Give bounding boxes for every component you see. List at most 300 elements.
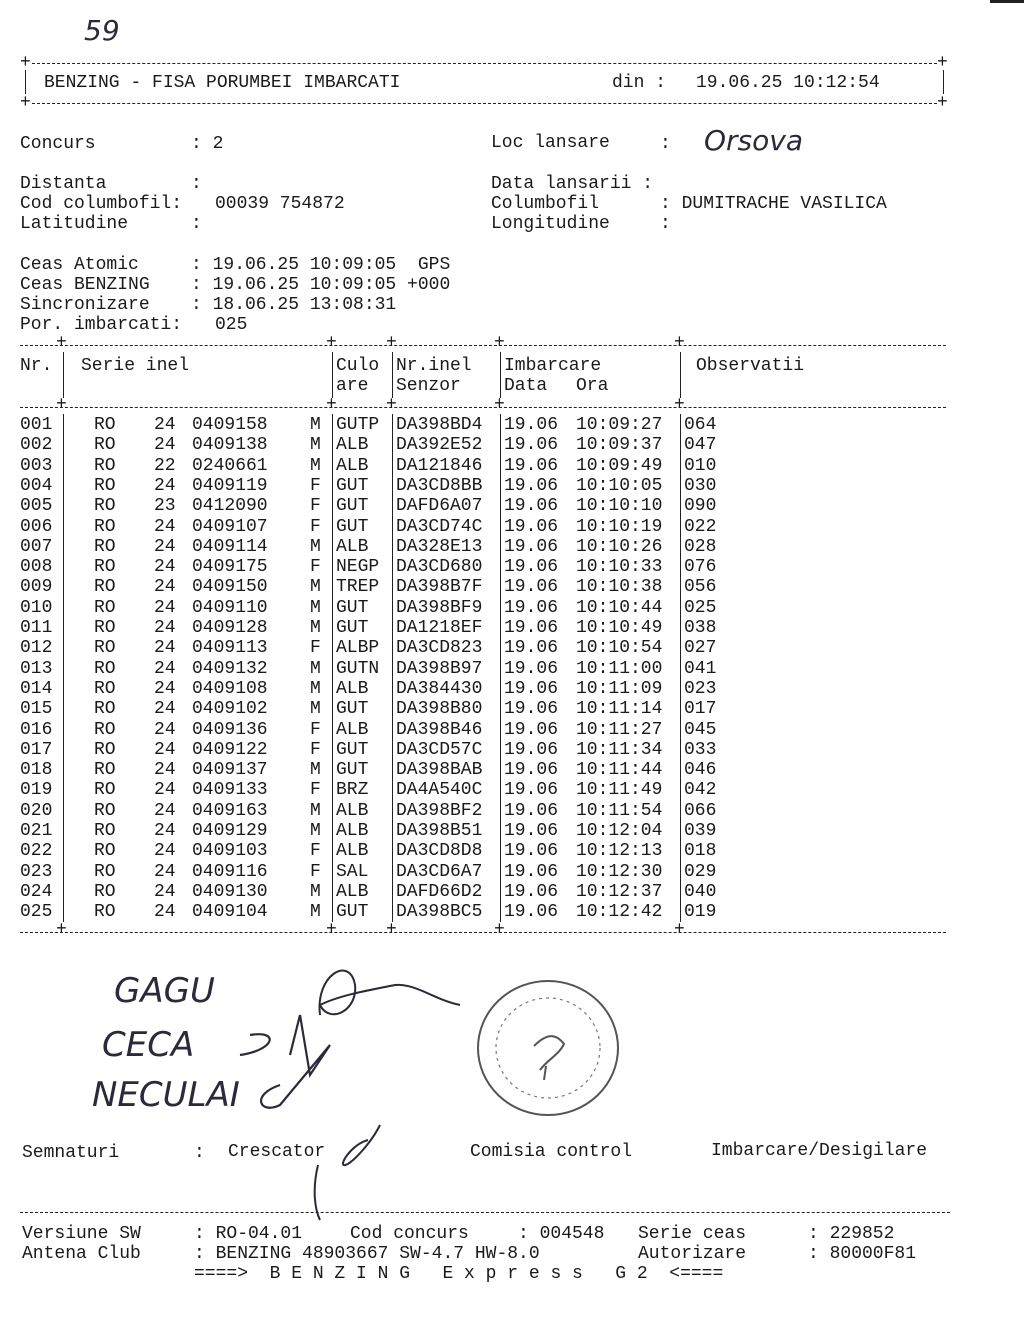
cell-color: GUT [336, 516, 369, 537]
cell-color: ALB [336, 536, 369, 557]
cell-nr: 020 [20, 800, 53, 821]
cell-sex: M [310, 881, 321, 902]
cell-sensor: DAFD6A07 [396, 496, 483, 517]
cell-observatii: 028 [684, 536, 717, 557]
cell-sensor: DA3CD74C [396, 516, 483, 537]
header-plus-tl: + [20, 53, 31, 73]
header-bottom-border [32, 103, 937, 104]
cell-year: 24 [154, 557, 176, 578]
cell-observatii: 023 [684, 678, 717, 699]
cell-time: 10:12:42 [576, 902, 663, 923]
cell-nr: 023 [20, 861, 53, 882]
cell-country: RO [94, 861, 116, 882]
table-row [0, 882, 1024, 902]
cell-nr: 013 [20, 658, 53, 679]
hdr-bar-5 [680, 352, 681, 398]
table-row [0, 476, 1024, 496]
cell-time: 10:10:38 [576, 577, 663, 598]
table-top-plus-3: + [386, 333, 397, 353]
cell-color: ALB [336, 841, 369, 862]
cell-sex: M [310, 577, 321, 598]
cod-concurs-value: : 004548 [518, 1224, 605, 1244]
cell-date: 19.06 [504, 861, 559, 882]
cell-sensor: DA4A540C [396, 780, 483, 801]
header-right-bar [943, 70, 944, 94]
cell-sensor: DA398BAB [396, 760, 483, 781]
cell-color: GUT [336, 739, 369, 760]
cell-sensor: DA398B51 [396, 821, 483, 841]
cell-sex: F [310, 719, 321, 740]
signature-2 [240, 1015, 330, 1108]
cell-year: 24 [154, 435, 176, 456]
cell-observatii: 038 [684, 618, 717, 638]
cell-sex: F [310, 638, 321, 659]
cell-time: 10:12:04 [576, 821, 663, 841]
cell-sex: M [310, 658, 321, 679]
distanta-label: Distanta [20, 174, 107, 194]
cell-nr: 008 [20, 557, 53, 578]
table-row [0, 577, 1024, 597]
cell-observatii: 042 [684, 780, 717, 801]
cell-year: 24 [154, 902, 176, 923]
por-imbarcati-label: Por. imbarcati: [20, 315, 183, 335]
cell-color: BRZ [336, 780, 369, 801]
cell-date: 19.06 [504, 760, 559, 781]
col-header-culo: Culo [336, 356, 380, 376]
cell-time: 10:10:05 [576, 475, 663, 496]
table-top-plus-2: + [326, 333, 337, 353]
cell-observatii: 040 [684, 881, 717, 902]
page-number-handwritten [80, 10, 140, 50]
cell-ring: 0409114 [192, 536, 268, 557]
header-plus-bl: + [20, 93, 31, 113]
cell-date: 19.06 [504, 516, 559, 537]
table-row [0, 456, 1024, 476]
cell-nr: 022 [20, 841, 53, 862]
cell-sex: F [310, 861, 321, 882]
cell-time: 10:12:13 [576, 841, 663, 862]
cell-nr: 005 [20, 496, 53, 517]
cell-country: RO [94, 638, 116, 659]
longitudine-label: Longitudine [491, 214, 610, 234]
table-row [0, 638, 1024, 658]
cell-sex: M [310, 800, 321, 821]
table-top-border [20, 345, 946, 346]
cell-country: RO [94, 415, 116, 435]
cell-date: 19.06 [504, 475, 559, 496]
cell-nr: 018 [20, 760, 53, 781]
signature-3 [315, 1125, 380, 1220]
cell-color: GUT [336, 902, 369, 923]
cell-observatii: 066 [684, 800, 717, 821]
cell-year: 23 [154, 496, 176, 517]
col-header-observatii: Observatii [696, 356, 805, 376]
table-row [0, 740, 1024, 760]
cell-country: RO [94, 760, 116, 781]
cell-nr: 009 [20, 577, 53, 598]
table-top-plus-5: + [674, 333, 685, 353]
cell-sensor: DA384430 [396, 678, 483, 699]
cell-sex: F [310, 739, 321, 760]
table-row [0, 760, 1024, 780]
cell-time: 10:09:37 [576, 435, 663, 456]
concurs-label: Concurs [20, 134, 96, 154]
table-row [0, 557, 1024, 577]
cell-sex: F [310, 557, 321, 578]
col-header-data: Data [504, 376, 548, 396]
cell-ring: 0409110 [192, 597, 268, 618]
cell-country: RO [94, 800, 116, 821]
ceas-atomic-value: : 19.06.25 10:09:05 GPS [191, 255, 451, 275]
cell-year: 24 [154, 719, 176, 740]
table-bottom-border [20, 932, 946, 933]
cell-nr: 021 [20, 821, 53, 841]
cell-country: RO [94, 841, 116, 862]
cell-ring: 0409108 [192, 678, 268, 699]
hdr-bar-1 [63, 352, 64, 398]
cell-ring: 0409119 [192, 475, 268, 496]
table-row [0, 618, 1024, 638]
table-row [0, 415, 1024, 435]
cod-columbofil-value: 00039 754872 [215, 194, 345, 214]
cell-country: RO [94, 678, 116, 699]
cell-time: 10:09:27 [576, 415, 663, 435]
cell-color: ALB [336, 821, 369, 841]
cod-columbofil-label: Cod columbofil: [20, 194, 183, 214]
cell-nr: 006 [20, 516, 53, 537]
versiune-sw-value: : RO-04.01 [194, 1224, 303, 1244]
cell-sex: M [310, 760, 321, 781]
columbofil-value: : DUMITRACHE VASILICA [660, 194, 887, 214]
table-bot-plus-1: + [56, 920, 67, 940]
cell-ring: 0409103 [192, 841, 268, 862]
cell-sensor: DA3CD823 [396, 638, 483, 659]
cell-observatii: 025 [684, 597, 717, 618]
cell-country: RO [94, 881, 116, 902]
table-row [0, 801, 1024, 821]
cell-nr: 015 [20, 699, 53, 720]
cell-sensor: DA398B97 [396, 658, 483, 679]
concurs-value: : 2 [191, 134, 224, 154]
table-row [0, 659, 1024, 679]
cod-concurs-label: Cod concurs [350, 1224, 469, 1244]
cell-ring: 0409128 [192, 618, 268, 638]
cell-nr: 010 [20, 597, 53, 618]
cell-date: 19.06 [504, 597, 559, 618]
col-header-senzor: Senzor [396, 376, 461, 396]
cell-country: RO [94, 557, 116, 578]
cell-ring: 0409116 [192, 861, 268, 882]
latitudine-label: Latitudine [20, 214, 129, 234]
cell-sex: M [310, 435, 321, 456]
cell-date: 19.06 [504, 658, 559, 679]
cell-year: 24 [154, 881, 176, 902]
cell-sex: F [310, 841, 321, 862]
cell-year: 24 [154, 760, 176, 781]
cell-sensor: DA392E52 [396, 435, 483, 456]
table-row [0, 841, 1024, 861]
loc-lansare-colon: : [660, 134, 671, 154]
handwritten-name-3: NECULAI [92, 1075, 240, 1115]
table-hdr-plus-3: + [386, 395, 397, 415]
cell-nr: 012 [20, 638, 53, 659]
cell-ring: 0409136 [192, 719, 268, 740]
cell-color: GUT [336, 699, 369, 720]
col-header-imbarcare: Imbarcare [504, 356, 602, 376]
cell-year: 24 [154, 516, 176, 537]
latitudine-colon: : [191, 214, 202, 234]
cell-ring: 0409150 [192, 577, 268, 598]
cell-sensor: DAFD66D2 [396, 881, 483, 902]
cell-sensor: DA398B7F [396, 577, 483, 598]
cell-year: 24 [154, 678, 176, 699]
cell-nr: 025 [20, 902, 53, 923]
table-row [0, 720, 1024, 740]
cell-sex: F [310, 496, 321, 517]
cell-ring: 0412090 [192, 496, 268, 517]
cell-color: GUTP [336, 415, 380, 435]
cell-date: 19.06 [504, 881, 559, 902]
cell-ring: 0409133 [192, 780, 268, 801]
cell-year: 24 [154, 475, 176, 496]
cell-nr: 003 [20, 455, 53, 476]
cell-observatii: 018 [684, 841, 717, 862]
cell-time: 10:10:44 [576, 597, 663, 618]
club-stamp [474, 976, 622, 1120]
cell-nr: 017 [20, 739, 53, 760]
cell-date: 19.06 [504, 618, 559, 638]
cell-sex: M [310, 536, 321, 557]
cell-year: 24 [154, 577, 176, 598]
cell-sex: F [310, 475, 321, 496]
cell-year: 24 [154, 415, 176, 435]
cell-observatii: 041 [684, 658, 717, 679]
table-hdr-plus-2: + [326, 395, 337, 415]
corner-mark [990, 0, 1024, 3]
header-top-border [32, 63, 937, 64]
cell-ring: 0409102 [192, 699, 268, 720]
cell-observatii: 022 [684, 516, 717, 537]
table-bot-plus-4: + [494, 920, 505, 940]
cell-time: 10:11:14 [576, 699, 663, 720]
semnaturi-label: Semnaturi [22, 1143, 120, 1163]
cell-sensor: DA3CD8BB [396, 475, 483, 496]
table-row [0, 862, 1024, 882]
footer-border [20, 1212, 950, 1213]
table-hdr-plus-1: + [56, 395, 67, 415]
handwritten-name-1: GAGU [114, 971, 215, 1011]
cell-ring: 0409107 [192, 516, 268, 537]
cell-date: 19.06 [504, 841, 559, 862]
cell-nr: 001 [20, 415, 53, 435]
cell-country: RO [94, 618, 116, 638]
cell-observatii: 045 [684, 719, 717, 740]
table-row [0, 699, 1024, 719]
cell-color: ALBP [336, 638, 380, 659]
cell-date: 19.06 [504, 496, 559, 517]
cell-time: 10:10:33 [576, 557, 663, 578]
cell-country: RO [94, 475, 116, 496]
imbarcare-desigilare-label: Imbarcare/Desigilare [711, 1141, 928, 1161]
columbofil-label: Columbofil [491, 194, 600, 214]
cell-time: 10:10:49 [576, 618, 663, 638]
table-row [0, 435, 1024, 455]
cell-date: 19.06 [504, 638, 559, 659]
crescator-label: Crescator [228, 1142, 326, 1162]
cell-date: 19.06 [504, 435, 559, 456]
cell-color: ALB [336, 435, 369, 456]
signature-1 [320, 971, 460, 1015]
cell-time: 10:11:34 [576, 739, 663, 760]
cell-sensor: DA3CD8D8 [396, 841, 483, 862]
cell-sensor: DA3CD6A7 [396, 861, 483, 882]
col-header-serie: Serie inel [81, 356, 190, 376]
cell-country: RO [94, 821, 116, 841]
autorizare-label: Autorizare [638, 1244, 747, 1264]
cell-date: 19.06 [504, 678, 559, 699]
autorizare-value: : 80000F81 [808, 1244, 917, 1264]
ceas-benzing-label: Ceas BENZING [20, 275, 150, 295]
cell-time: 10:10:54 [576, 638, 663, 659]
cell-color: ALB [336, 678, 369, 699]
cell-sex: M [310, 618, 321, 638]
cell-year: 22 [154, 455, 176, 476]
distanta-colon: : [191, 174, 202, 194]
cell-date: 19.06 [504, 821, 559, 841]
cell-year: 24 [154, 658, 176, 679]
cell-year: 24 [154, 638, 176, 659]
cell-color: TREP [336, 577, 380, 598]
cell-date: 19.06 [504, 800, 559, 821]
cell-nr: 004 [20, 475, 53, 496]
cell-country: RO [94, 516, 116, 537]
cell-time: 10:10:19 [576, 516, 663, 537]
table-row [0, 598, 1024, 618]
table-row [0, 496, 1024, 516]
cell-time: 10:12:37 [576, 881, 663, 902]
cell-ring: 0409158 [192, 415, 268, 435]
cell-year: 24 [154, 618, 176, 638]
cell-year: 24 [154, 699, 176, 720]
hdr-bar-4 [500, 352, 501, 398]
cell-observatii: 046 [684, 760, 717, 781]
cell-ring: 0409113 [192, 638, 268, 659]
hdr-bar-2 [332, 352, 333, 398]
table-row [0, 902, 1024, 922]
cell-ring: 0409130 [192, 881, 268, 902]
cell-year: 24 [154, 597, 176, 618]
cell-country: RO [94, 699, 116, 720]
din-label: din : [612, 73, 667, 93]
cell-nr: 019 [20, 780, 53, 801]
header-plus-br: + [937, 93, 948, 113]
cell-sensor: DA3CD57C [396, 739, 483, 760]
antena-club-value: : BENZING 48903667 SW-4.7 HW-8.0 [194, 1244, 540, 1264]
cell-date: 19.06 [504, 902, 559, 923]
cell-sex: M [310, 699, 321, 720]
cell-ring: 0409137 [192, 760, 268, 781]
cell-date: 19.06 [504, 699, 559, 720]
col-header-ora: Ora [576, 376, 609, 396]
cell-observatii: 017 [684, 699, 717, 720]
table-hdr-plus-4: + [494, 395, 505, 415]
cell-sex: F [310, 780, 321, 801]
cell-nr: 002 [20, 435, 53, 456]
cell-time: 10:11:54 [576, 800, 663, 821]
cell-ring: 0240661 [192, 455, 268, 476]
antena-club-label: Antena Club [22, 1244, 141, 1264]
table-row [0, 679, 1024, 699]
cell-time: 10:10:26 [576, 536, 663, 557]
cell-observatii: 056 [684, 577, 717, 598]
cell-ring: 0409175 [192, 557, 268, 578]
cell-country: RO [94, 455, 116, 476]
header-plus-tr: + [937, 53, 948, 73]
cell-color: GUT [336, 496, 369, 517]
loc-lansare-value: Orsova [704, 124, 803, 157]
cell-color: SAL [336, 861, 369, 882]
cell-time: 10:09:49 [576, 455, 663, 476]
cell-country: RO [94, 536, 116, 557]
cell-color: NEGP [336, 557, 380, 578]
cell-year: 24 [154, 861, 176, 882]
cell-sensor: DA398B80 [396, 699, 483, 720]
table-hdr-plus-5: + [674, 395, 685, 415]
cell-year: 24 [154, 739, 176, 760]
table-top-plus-4: + [494, 333, 505, 353]
cell-year: 24 [154, 536, 176, 557]
cell-color: GUT [336, 618, 369, 638]
ceas-atomic-label: Ceas Atomic [20, 255, 139, 275]
cell-nr: 007 [20, 536, 53, 557]
cell-year: 24 [154, 780, 176, 801]
cell-time: 10:11:44 [576, 760, 663, 781]
semnaturi-colon: : [194, 1143, 205, 1163]
cell-sensor: DA398B46 [396, 719, 483, 740]
cell-nr: 016 [20, 719, 53, 740]
serie-ceas-value: : 229852 [808, 1224, 895, 1244]
cell-time: 10:10:10 [576, 496, 663, 517]
table-row [0, 821, 1024, 841]
table-header-border [20, 407, 946, 408]
cell-time: 10:11:49 [576, 780, 663, 801]
data-lansarii-label: Data lansarii : [491, 174, 654, 194]
col-header-are: are [336, 376, 369, 396]
cell-sex: M [310, 902, 321, 923]
benzing-banner: ====> B E N Z I N G E x p r e s s G 2 <==== [194, 1264, 724, 1284]
cell-observatii: 019 [684, 902, 717, 923]
cell-color: GUT [336, 760, 369, 781]
cell-sex: M [310, 678, 321, 699]
cell-nr: 014 [20, 678, 53, 699]
cell-color: ALB [336, 800, 369, 821]
cell-color: GUTN [336, 658, 380, 679]
cell-sensor: DA398BF9 [396, 597, 483, 618]
hdr-bar-3 [392, 352, 393, 398]
cell-year: 24 [154, 800, 176, 821]
cell-sensor: DA3CD680 [396, 557, 483, 578]
page-number: 59 [84, 14, 120, 47]
signature-scribbles [220, 955, 480, 1225]
table-bot-plus-5: + [674, 920, 685, 940]
cell-observatii: 090 [684, 496, 717, 517]
din-value: 19.06.25 10:12:54 [696, 73, 880, 93]
cell-date: 19.06 [504, 536, 559, 557]
cell-sex: M [310, 821, 321, 841]
table-row [0, 780, 1024, 800]
cell-observatii: 027 [684, 638, 717, 659]
cell-date: 19.06 [504, 739, 559, 760]
